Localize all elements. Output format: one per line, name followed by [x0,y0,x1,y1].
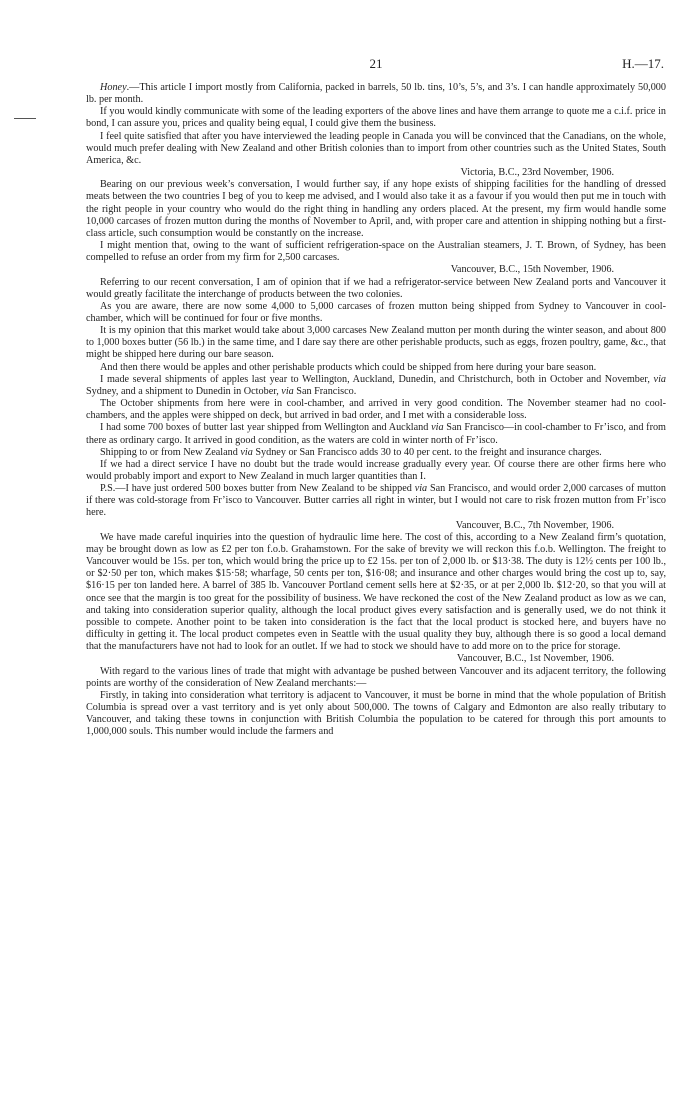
paragraph [86,483,666,519]
paragraph [86,179,666,240]
text-run: San Francisco. [293,385,357,397]
document-reference: H.—17. [622,56,664,71]
paragraph [86,277,666,301]
paragraph [86,532,666,654]
paragraph [86,447,666,459]
text-run: With regard to the various lines of trade that might with advantage be pushed between Vancouver and its adjacent territory, the following points are worthy of the consideration of New Zealand merchants:— [86,665,666,689]
body-text [86,82,666,738]
text-run: Vancouver, B.C., 7th November, 1906. [455,519,614,531]
text-run: Victoria, B.C., 23rd November, 1906. [460,167,614,179]
paragraph [86,325,666,361]
text-run: As you are aware, there are now some 4,000 to 5,000 carcases of frozen mutton being shipped from Sydney to Vancouver in cool-chamber, which will be continued for four or five months. [86,300,666,324]
paragraph [86,131,666,167]
text-run: I had some 700 boxes of butter last year shipped from Wellington and Auckland [100,422,432,434]
text-run: The October shipments from here were in cool-chamber, and arrived in very good condition. The November steamer had no cool-chambers, and the apples were shipped on deck, but arrived in bad order, and I met with a considerable loss. [86,398,666,422]
dateline [86,167,666,179]
italic-text: via [431,422,444,434]
text-run: San Francisco—in cool-chamber to Fr’isco, and from there as ordinary cargo. It arrived in good condition, as the waters are cold in winter north of Fr’isco. [86,422,666,446]
dateline [86,264,666,276]
italic-text: via [240,446,253,458]
text-run: Referring to our recent conversation, I am of opinion that if we had a refrigerator-service between New Zealand ports and Vancouver it would greatly facilitate the interchange of products between the two colonies. [86,276,666,300]
paragraph [86,459,666,483]
paragraph [86,82,666,106]
page-header [86,58,666,80]
paragraph [86,106,666,130]
paragraph [86,374,666,398]
paragraph [86,301,666,325]
text-run: I might mention that, owing to the want of sufficient refrigeration-space on the Australian steamers, J. T. Brown, of Sydney, has been compelled to refuse an order from my firm for 2,500 carcases. [86,240,666,264]
text-run: It is my opinion that this market would take about 3,000 carcases New Zealand mutton per month during the winter season, and about 800 to 1,000 boxes butter (56 lb.) in the same time, and I dare say there are other perishable products, such as eggs, frozen poultry, game, &c., that might be shipped here during our bare season. [86,325,666,361]
page-number: 21 [369,56,383,71]
text-run: We have made careful inquiries into the question of hydraulic lime here. The cost of this, according to a New Zealand firm’s quotation, may be brought down as low as £2 per ton f.o.b. Grahamstown. For the sake of brevity we will reckon this f.o.b. Wellington. The freight to Vancouver would be 15s. per ton, which would bring the price up to £2 15s. per ton of 2,000 lb. or $13·38. The duty is 12½ cents per 100 lb., or $2·50 per ton, which makes $15·58; wharfage, 50 cents per ton, $16·08; and insurance and other charges would bring the cost up to, say, $16·15 per ton landed here. A barrel of 385 lb. Vancouver Portland cement sells here at $2·35, or at per 2,000 lb. $12·20, so that you will at once see that the margin is too great for the possibility of business. We have reckoned the cost of the New Zealand product as low as we can, and taking into consideration superior quality, although the local product gives every satisfaction and is generally used, we do not think it possible to compete. Another point to be taken into consideration is the fact that the local product is stocked here, and buyers have no difficulty in getting it. The local product competes even in Seattle with the usual quality they buy, although there is so good a local demand that the manufacturers have not had to look for an outlet. If we had to stock we should have to add more on to the price for storage. [86,531,666,653]
paragraph [86,240,666,264]
text-run: Bearing on our previous week’s conversation, I would further say, if any hope exists of shipping facilities for the handling of dressed meats between the two countries I beg of you to keep me advised, and I would also take it as a favour if you would then put me in touch with the right people in your country who would do the right thing in handling any orders placed. At the present, my firm would handle some 10,000 carcases of frozen mutton during the months of November to April, and, with proper care and attention in shipping nothing but a first-class article, such consumption would be constantly on the increase. [86,179,666,239]
text-run: I made several shipments of apples last year to Wellington, Auckland, Dunedin, and Christchurch, both in October and November, [100,373,654,385]
text-run: If we had a direct service I have no doubt but the trade would increase gradually every year. Of course there are other firms here who would probably import and export to New Zealand in much larger quantities than I. [86,458,666,482]
text-run: Vancouver, B.C., 15th November, 1906. [450,264,614,276]
margin-mark [14,118,36,119]
dateline [86,653,666,665]
dateline [86,520,666,532]
text-run: And then there would be apples and other perishable products which could be shipped from here during your bare season. [100,361,597,373]
paragraph [86,398,666,422]
text-run: Firstly, in taking into consideration what territory is adjacent to Vancouver, it must be borne in mind that the whole population of British Columbia is spread over a vast territory and is yet only about 500,000. The towns of Calgary and Edmonton are also really tributary to Vancouver, and taking these towns in conjunction with British Columbia the population to be catered for through this port amounts to 1,000,000 souls. This number would include the farmers and [86,689,666,738]
text-run: P.S.—I have just ordered 500 boxes butter from New Zealand to be shipped [100,483,415,495]
text-run: Shipping to or from New Zealand [100,446,241,458]
text-run: Vancouver, B.C., 1st November, 1906. [456,653,614,665]
paragraph [86,422,666,446]
paragraph [86,666,666,690]
paragraph [86,690,666,739]
paragraph [86,362,666,374]
text-run: Sydney or San Francisco adds 30 to 40 per cent. to the freight and insurance charges. [252,446,602,458]
text-run: San Francisco, and would order 2,000 carcases of mutton if there was cold-storage from Fr’isco to Vancouver. Butter carries all right in winter, but I would not care to risk frozen mutton from Fr’isco here. [86,483,666,519]
text-run: If you would kindly communicate with some of the leading exporters of the above lines and have them arrange to quote me a c.i.f. price in bond, I can assure you, prices and quality being equal, I could give them the business. [86,106,666,130]
text-run: Sydney, and a shipment to Dunedin in October, [86,385,282,397]
italic-text: via [414,483,428,495]
text-run: I feel quite satisfied that after you have interviewed the leading people in Canada you will be convinced that the Canadians, on the whole, would much prefer dealing with New Zealand and other British colonies than to import from other countries such as the United States, South America, &c. [86,130,666,166]
italic-text: via [281,385,294,397]
italic-text: via [653,373,666,385]
italic-text: Honey [100,82,127,93]
text-run: .—This article I import mostly from California, packed in barrels, 50 lb. tins, 10’s, 5’s, and 3’s. I can handle approximately 50,000 lb. per month. [86,82,666,106]
